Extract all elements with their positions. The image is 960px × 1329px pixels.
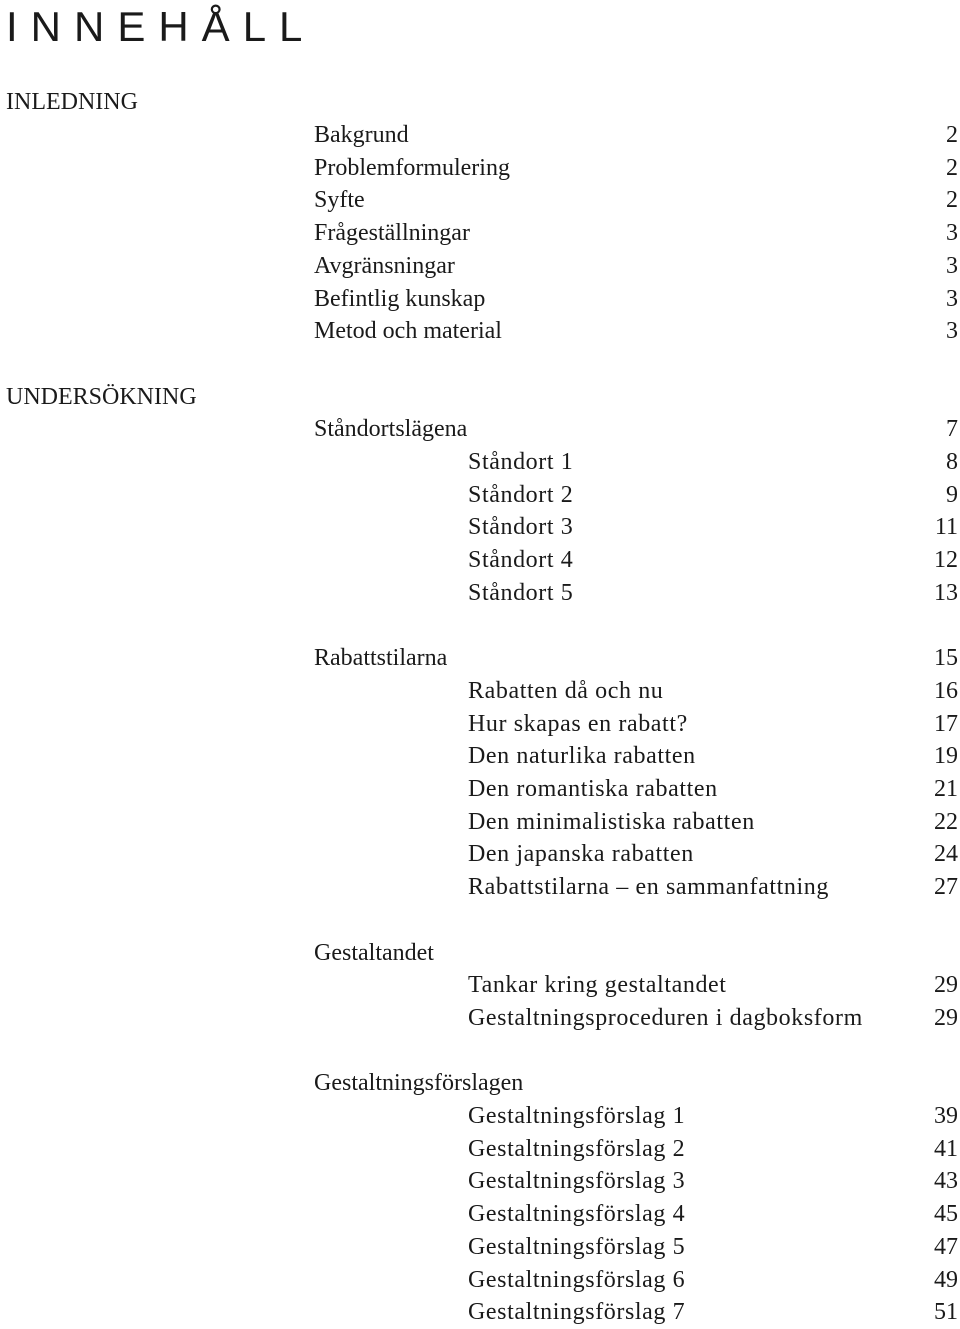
toc-subentry — [468, 1198, 958, 1231]
toc-entry-page: 22 — [934, 808, 958, 835]
toc-subentry — [468, 544, 958, 577]
toc-subentry — [468, 969, 958, 1002]
toc-entry-label: Befintlig kunskap — [314, 285, 486, 312]
toc-subentry — [468, 1296, 958, 1329]
toc-entry — [314, 1067, 958, 1100]
toc-entry-page: 15 — [934, 645, 958, 672]
toc-entry — [314, 315, 958, 348]
toc-entry-label: Problemformulering — [314, 154, 510, 181]
toc-entry-label: Metod och material — [314, 318, 502, 345]
toc-entry-label: Rabattstilarna — [314, 645, 448, 672]
toc-entry-label: Gestaltningsproceduren i dagboksform — [468, 1004, 863, 1031]
toc-entry-label: Syfte — [314, 187, 365, 214]
toc-entry-label: Rabattstilarna – en sammanfattning — [468, 874, 829, 901]
toc-entry-label: Frågeställningar — [314, 220, 470, 247]
toc-entry — [314, 184, 958, 217]
toc-entry-page: 47 — [934, 1233, 958, 1260]
toc-entry-page: 2 — [946, 122, 958, 148]
toc-subentry — [468, 1231, 958, 1264]
toc-entry — [314, 250, 958, 283]
toc-entry-page: 3 — [946, 252, 958, 279]
toc-entry-page: 19 — [934, 743, 958, 770]
section-heading-inledning: INLEDNING — [6, 89, 138, 115]
toc-entry-label: Ståndort 1 — [468, 449, 574, 475]
toc-entry-page: 2 — [946, 187, 958, 214]
toc-entry-page: 29 — [934, 1004, 958, 1031]
toc-entry-label: Ståndortslägena — [314, 416, 468, 443]
toc-entry-page: 2 — [946, 154, 958, 181]
toc-subentry — [468, 446, 958, 479]
toc-entry-page: 39 — [934, 1103, 958, 1129]
toc-subentry — [468, 511, 958, 544]
toc-entry-page: 49 — [934, 1266, 958, 1293]
toc-entry-page: 3 — [946, 220, 958, 247]
toc-subentry — [468, 675, 958, 708]
toc-entry-page: 17 — [934, 710, 958, 737]
toc-entry-label: Den minimalistiska rabatten — [468, 808, 755, 835]
toc-subentry — [468, 773, 958, 806]
toc-entry — [314, 217, 958, 250]
toc-entry-label: Tankar kring gestaltandet — [468, 972, 727, 999]
toc-entry — [314, 937, 958, 970]
toc-entry-label: Ståndort 4 — [468, 547, 574, 574]
toc-entry-label: Gestaltningsförslag 7 — [468, 1299, 686, 1326]
toc-entry-page: 43 — [934, 1168, 958, 1195]
toc-entry-page: 41 — [934, 1135, 958, 1162]
toc-entry-label: Gestaltningsförslag 6 — [468, 1266, 686, 1293]
toc-entry-label: Den romantiska rabatten — [468, 776, 718, 802]
toc-entry-page: 13 — [934, 579, 958, 606]
toc-entry-page: 16 — [934, 677, 958, 704]
toc-entry-label: Gestaltningsförslagen — [314, 1070, 524, 1097]
toc-entry — [314, 642, 958, 675]
toc-entry-label: Ståndort 3 — [468, 514, 574, 541]
toc-entry-page: 8 — [946, 449, 958, 475]
toc-entry-label: Ståndort 5 — [468, 579, 574, 606]
toc-entry — [314, 413, 958, 446]
toc-entry-label: Bakgrund — [314, 122, 409, 148]
toc-subentry — [468, 479, 958, 512]
toc-entry-label: Gestaltningsförslag 2 — [468, 1135, 686, 1162]
toc-subentry — [468, 838, 958, 871]
toc-subentry — [468, 1165, 958, 1198]
toc-entry-label: Den naturlika rabatten — [468, 743, 696, 770]
toc-entry-label: Ståndort 2 — [468, 481, 574, 508]
toc-subentry — [468, 1133, 958, 1166]
toc-entry — [314, 283, 958, 316]
toc-subentry — [468, 1100, 958, 1133]
toc-subentry — [468, 740, 958, 773]
toc-subentry — [468, 806, 958, 839]
toc-subentry — [468, 708, 958, 741]
toc-entry-page: 51 — [934, 1299, 958, 1326]
toc-entry — [314, 119, 958, 152]
toc-entry-label: Gestaltningsförslag 1 — [468, 1103, 686, 1129]
toc-entry-page: 24 — [934, 841, 958, 868]
toc-entry-label: Gestaltningsförslag 3 — [468, 1168, 686, 1195]
toc-entry-page: 29 — [934, 972, 958, 999]
section-heading-undersokning: UNDERSÖKNING — [6, 384, 197, 410]
toc-entry-page: 11 — [934, 514, 958, 541]
toc-subentry — [468, 871, 958, 904]
toc-entry-page: 7 — [946, 416, 958, 443]
toc-entry-page: 27 — [934, 874, 958, 901]
toc-entry-page: 21 — [934, 776, 958, 802]
toc-subentry — [468, 577, 958, 610]
toc-entry-label: Hur skapas en rabatt? — [468, 710, 688, 737]
toc-subentry — [468, 1264, 958, 1297]
page-title: INNEHÅLL — [6, 3, 316, 50]
toc-entry-label: Gestaltningsförslag 5 — [468, 1233, 686, 1260]
toc-entry-page: 3 — [946, 285, 958, 312]
toc-entry-page: 12 — [934, 547, 958, 574]
toc-subentry — [468, 1002, 958, 1035]
toc-entry-page: 3 — [946, 318, 958, 345]
toc-entry-page: 45 — [934, 1201, 958, 1228]
toc-entry-label: Den japanska rabatten — [468, 841, 694, 868]
toc-entry-label: Gestaltningsförslag 4 — [468, 1201, 686, 1228]
toc-entry-page: 9 — [946, 481, 958, 508]
toc-entry-label: Gestaltandet — [314, 939, 434, 966]
toc-entry — [314, 152, 958, 185]
toc-entry-label: Avgränsningar — [314, 252, 455, 279]
toc-entry-label: Rabatten då och nu — [468, 677, 664, 704]
